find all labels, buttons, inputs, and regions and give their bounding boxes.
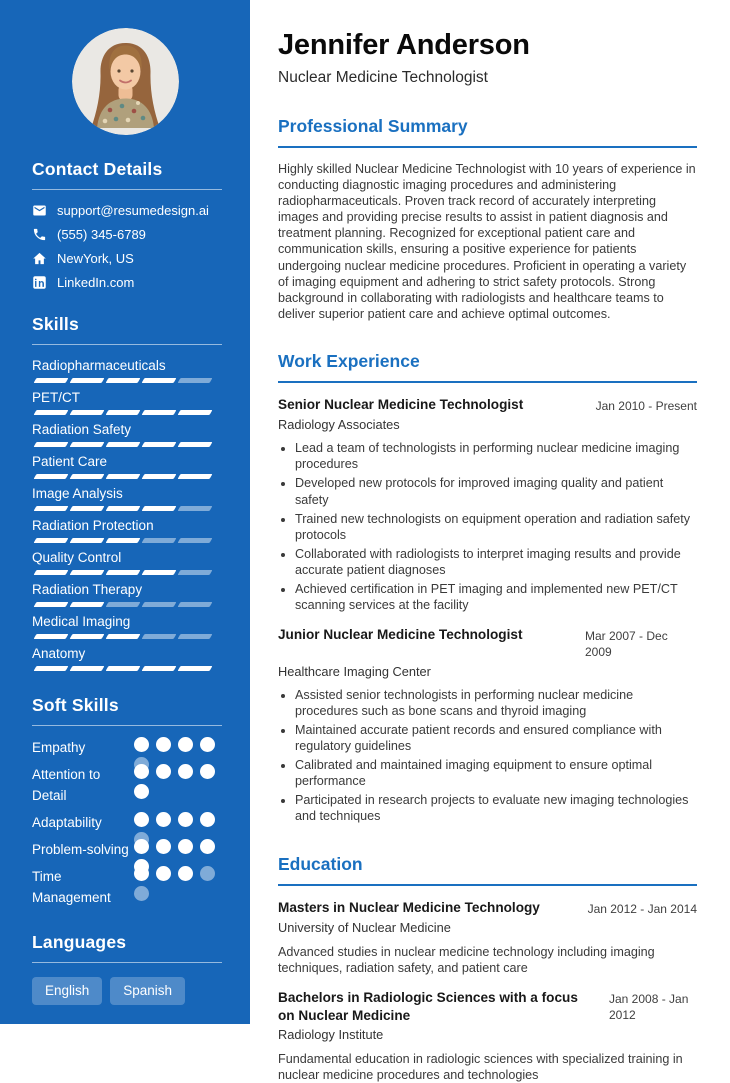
rating-dot-filled <box>134 764 149 779</box>
skill-level-bar <box>32 506 222 511</box>
job-bullets <box>278 440 697 613</box>
skill-segment-filled <box>34 538 69 543</box>
contact-section <box>0 159 250 290</box>
languages-section <box>0 932 250 1005</box>
education-header <box>278 899 697 917</box>
skill-segment-empty <box>142 634 177 639</box>
summary-heading: Professional Summary <box>278 116 697 148</box>
skill-item <box>32 582 222 607</box>
language-pill: Spanish <box>110 977 185 1005</box>
skill-level-bar <box>32 602 222 607</box>
soft-skill-label: Time Management <box>32 869 111 905</box>
job-dates: Jan 2010 - Present <box>595 398 697 413</box>
school-name: University of Nuclear Medicine <box>278 919 451 935</box>
languages-heading: Languages <box>32 932 222 963</box>
education-description: Advanced studies in nuclear medicine technology including imaging techniques, radiation safety, and patient care <box>278 944 655 975</box>
skill-segment-filled <box>34 602 69 607</box>
skill-label: Radiation Therapy <box>32 582 143 597</box>
resume-main <box>250 0 730 1083</box>
job-entry <box>278 626 697 824</box>
rating-dot-filled <box>178 737 193 752</box>
soft-skill-item <box>32 866 222 908</box>
skill-segment-filled <box>34 410 69 415</box>
skill-segment-filled <box>34 506 69 511</box>
contact-item-text: support@resumedesign.ai <box>57 203 209 218</box>
education-heading: Education <box>278 854 697 886</box>
skill-segment-filled <box>142 570 177 575</box>
skill-segment-filled <box>34 666 69 671</box>
rating-dot-filled <box>134 737 149 752</box>
rating-dot-filled <box>156 764 171 779</box>
job-entry <box>278 396 697 613</box>
school-name: Radiology Institute <box>278 1027 384 1043</box>
skill-item <box>32 358 222 383</box>
experience-section <box>278 351 697 825</box>
skill-item <box>32 390 222 415</box>
skill-label: Medical Imaging <box>32 614 131 629</box>
soft-skill-label: Empathy <box>32 740 86 755</box>
rating-dot-filled <box>200 839 215 854</box>
skill-label: Quality Control <box>32 550 122 565</box>
skill-level-bar <box>32 666 222 671</box>
soft-skill-item <box>32 839 222 860</box>
soft-skill-item <box>32 737 222 758</box>
rating-dot-filled <box>178 812 193 827</box>
jobs-list <box>278 396 697 825</box>
skill-level-bar <box>32 538 222 543</box>
rating-dot-filled <box>156 839 171 854</box>
skill-segment-filled <box>70 442 105 447</box>
home-icon <box>32 251 47 266</box>
skill-segment-filled <box>106 666 141 671</box>
skill-segment-empty <box>178 538 213 543</box>
education-header <box>278 989 697 1024</box>
job-bullet: • Collaborated with radiologists to interpret imaging results and provide accurate patient diagnoses <box>295 546 697 578</box>
skill-level-bar <box>32 410 222 415</box>
education-entry <box>278 899 697 976</box>
job-company: Healthcare Imaging Center <box>278 663 431 679</box>
summary-text: Highly skilled Nuclear Medicine Technologist with 10 years of experience in conducting diagnostic imaging procedures and administering radiopharmaceuticals. Proven track record of accurately interpreting images and providing precise results to assist in patient diagnosis and treatment planning. Recognized for exceptional patient care and communication skills, ensuring a positive experience for patients undergoing nuclear medicine procedures. Proficient in operating a variety of imaging equipment and adhering to strict safety protocols. Strong background in collaborating with radiologists and healthcare teams to deliver superior patient care and achieve optimal outcomes. <box>278 161 696 321</box>
rating-dot-filled <box>156 737 171 752</box>
job-title: Junior Nuclear Medicine Technologist <box>278 627 523 643</box>
skill-segment-filled <box>34 634 69 639</box>
job-header <box>278 626 697 660</box>
skill-segment-empty <box>178 570 213 575</box>
skill-segment-filled <box>142 474 177 479</box>
contact-item-text: (555) 345-6789 <box>57 227 146 242</box>
sidebar <box>0 0 250 1024</box>
skill-level-bar <box>32 378 222 383</box>
rating-dot-filled <box>134 866 149 881</box>
soft-skills-section <box>0 695 250 908</box>
skill-segment-filled <box>34 570 69 575</box>
soft-skill-rating <box>134 737 222 752</box>
rating-dot-filled <box>178 764 193 779</box>
rating-dot-filled <box>200 812 215 827</box>
skill-segment-empty <box>178 634 213 639</box>
job-bullets <box>278 687 697 825</box>
linkedin-icon <box>32 275 47 290</box>
degree-title: Masters in Nuclear Medicine Technology <box>278 899 540 915</box>
soft-skills-list <box>32 737 222 908</box>
skill-level-bar <box>32 474 222 479</box>
skill-label: Image Analysis <box>32 486 123 501</box>
skill-item <box>32 486 222 511</box>
skill-label: Radiation Safety <box>32 422 132 437</box>
rating-dot-filled <box>200 737 215 752</box>
skill-level-bar <box>32 634 222 639</box>
contact-item-text: LinkedIn.com <box>57 275 135 290</box>
skill-label: Radiopharmaceuticals <box>32 358 166 373</box>
soft-skill-item <box>32 812 222 833</box>
skill-segment-filled <box>178 442 213 447</box>
job-header <box>278 396 697 414</box>
skill-segment-filled <box>70 602 105 607</box>
soft-skill-label: Adaptability <box>32 815 102 830</box>
person-job-title: Nuclear Medicine Technologist <box>278 68 488 86</box>
rating-dot-filled <box>156 812 171 827</box>
soft-skill-item <box>32 764 222 806</box>
job-bullet: • Trained new technologists on equipment operation and radiation safety protocols <box>295 511 697 543</box>
rating-dot-filled <box>200 764 215 779</box>
skill-level-bar <box>32 570 222 575</box>
soft-skill-label: Attention to Detail <box>32 767 101 803</box>
job-bullet: • Participated in research projects to evaluate new imaging technologies and techniques <box>295 792 697 824</box>
soft-skill-rating <box>134 839 222 854</box>
email-icon <box>32 203 47 218</box>
skill-segment-filled <box>142 378 177 383</box>
skills-list <box>32 358 222 671</box>
skill-segment-filled <box>106 570 141 575</box>
skill-segment-filled <box>178 666 213 671</box>
skill-label: Radiation Protection <box>32 518 154 533</box>
summary-section <box>278 116 697 322</box>
education-list <box>278 899 697 1083</box>
rating-dot-filled <box>134 784 149 799</box>
skill-segment-filled <box>106 378 141 383</box>
skill-item <box>32 518 222 543</box>
job-company: Radiology Associates <box>278 417 400 433</box>
skill-segment-filled <box>106 410 141 415</box>
skills-section <box>0 314 250 671</box>
skill-segment-filled <box>70 570 105 575</box>
skill-segment-empty <box>178 506 213 511</box>
job-bullet: • Assisted senior technologists in performing nuclear medicine procedures such as bone scans and thyroid imaging <box>295 687 697 719</box>
soft-skill-rating <box>134 866 222 881</box>
skill-item <box>32 550 222 575</box>
profile-photo-illustration <box>72 28 179 135</box>
job-bullet: • Developed new protocols for improved imaging quality and patient safety <box>295 475 697 507</box>
skill-segment-filled <box>70 506 105 511</box>
job-bullet: • Calibrated and maintained imaging equipment to ensure optimal performance <box>295 757 697 789</box>
languages-list <box>32 977 222 1005</box>
skill-segment-filled <box>142 506 177 511</box>
skill-segment-filled <box>34 378 69 383</box>
skill-label: Patient Care <box>32 454 108 469</box>
education-dates: Jan 2008 - Jan 2012 <box>609 991 689 1023</box>
skill-item <box>32 646 222 671</box>
job-bullet: • Achieved certification in PET imaging and implemented new PET/CT scanning services at the facility <box>295 581 697 613</box>
skill-segment-filled <box>142 442 177 447</box>
skill-segment-filled <box>70 538 105 543</box>
contact-item <box>32 251 222 266</box>
skill-label: Anatomy <box>32 646 86 661</box>
rating-dot-filled <box>156 866 171 881</box>
rating-dot-filled <box>134 812 149 827</box>
contact-item <box>32 275 222 290</box>
rating-dot-filled <box>178 866 193 881</box>
contact-item-text: NewYork, US <box>57 251 134 266</box>
skill-segment-empty <box>178 378 213 383</box>
degree-title: Bachelors in Radiologic Sciences with a focus on Nuclear Medicine <box>278 989 578 1023</box>
skill-segment-filled <box>142 410 177 415</box>
skill-segment-empty <box>178 602 213 607</box>
skill-segment-filled <box>106 538 141 543</box>
language-pill: English <box>32 977 102 1005</box>
skill-segment-filled <box>70 666 105 671</box>
contact-list <box>32 203 222 290</box>
skill-item <box>32 614 222 639</box>
skill-segment-filled <box>106 474 141 479</box>
education-entry <box>278 989 697 1083</box>
person-name: Jennifer Anderson <box>278 29 530 61</box>
skill-segment-filled <box>70 410 105 415</box>
education-section <box>278 854 697 1083</box>
contact-item <box>32 203 222 218</box>
education-description: Fundamental education in radiologic sciences with specialized training in nuclear medicine procedures and technologies <box>278 1052 683 1083</box>
skill-segment-filled <box>34 474 69 479</box>
skill-item <box>32 454 222 479</box>
job-title: Senior Nuclear Medicine Technologist <box>278 396 524 412</box>
skills-heading: Skills <box>32 314 222 345</box>
rating-dot-empty <box>200 866 215 881</box>
soft-skill-label: Problem-solving <box>32 842 129 857</box>
phone-icon <box>32 227 47 242</box>
skill-segment-empty <box>142 602 177 607</box>
rating-dot-filled <box>178 839 193 854</box>
rating-dot-filled <box>134 839 149 854</box>
skill-segment-filled <box>106 506 141 511</box>
education-dates: Jan 2012 - Jan 2014 <box>587 901 697 916</box>
skill-level-bar <box>32 442 222 447</box>
job-bullet: • Lead a team of technologists in performing nuclear medicine imaging procedures <box>295 440 697 472</box>
skill-segment-filled <box>70 474 105 479</box>
skill-segment-filled <box>178 474 213 479</box>
skill-segment-filled <box>34 442 69 447</box>
contact-heading: Contact Details <box>32 159 222 190</box>
profile-photo <box>72 28 179 135</box>
skill-segment-empty <box>142 538 177 543</box>
experience-heading: Work Experience <box>278 351 697 383</box>
skill-segment-filled <box>106 442 141 447</box>
soft-skills-heading: Soft Skills <box>32 695 222 726</box>
skill-segment-filled <box>178 410 213 415</box>
skill-segment-empty <box>106 602 141 607</box>
job-dates: Mar 2007 - Dec 2009 <box>585 629 668 660</box>
skill-segment-filled <box>70 378 105 383</box>
skill-label: PET/CT <box>32 390 81 405</box>
skill-item <box>32 422 222 447</box>
skill-segment-filled <box>70 634 105 639</box>
soft-skill-rating <box>134 764 222 779</box>
skill-segment-filled <box>142 666 177 671</box>
job-bullet: • Maintained accurate patient records and ensured compliance with regulatory guidelines <box>295 722 697 754</box>
contact-item <box>32 227 222 242</box>
rating-dot-empty <box>134 886 149 901</box>
skill-segment-filled <box>106 634 141 639</box>
soft-skill-rating <box>134 812 222 827</box>
